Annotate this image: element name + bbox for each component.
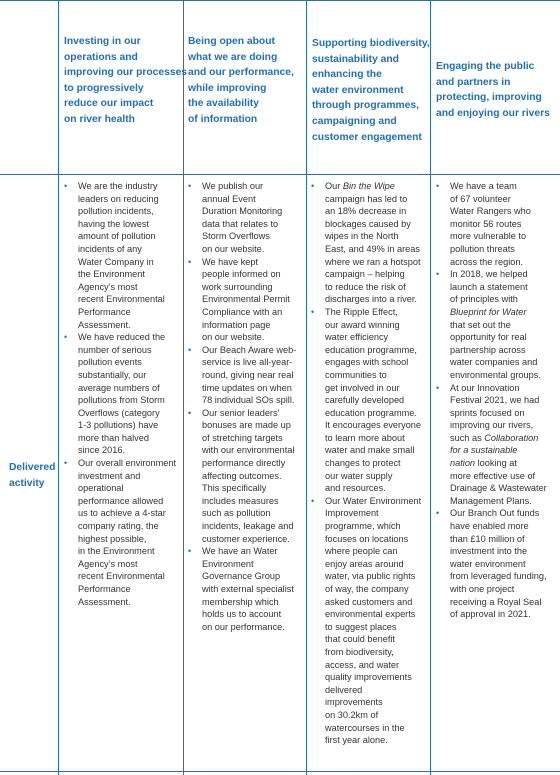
column-header-2: Being open about what we are doing and our performance, while improving the availability of information [188,36,294,125]
list-item: • Our Water Environment Improvement programme, which focuses on locations where people can enjoy areas around water, via public rights of way, the company asked customers and environmental experts to suggest places that could benefit from biodiversity, access, and water quality improvements delivered improvements on 30.2km of watercourses in the first year alone. [311,495,422,746]
bullet-icon: • [188,344,192,355]
bullet-icon: • [436,181,440,191]
bullet-icon: • [311,306,315,317]
bullet-icon: • [188,181,192,191]
list-item: • In 2018, we helped launch a statement of principles with Blueprint for Water that set out the opportunity for real partnership across water companies and environmental groups. [436,269,541,380]
column-divider-3 [306,0,307,775]
column-1-bullets [61,180,176,608]
column-4-bullets [433,180,547,621]
bullet-icon: • [311,495,315,506]
header-divider [0,174,560,175]
column-header-3: Supporting biodiversity, sustainability and enhancing the water environment through programmes, campaigning and customer engagement [312,38,430,143]
column-header-1: Investing in our operations and improving our processes to progressively reduce our impact on river health [64,36,188,125]
list-item: • We have an Water Environment Governance Group with external specialist membership which holds us to account on our performance. [188,546,294,632]
row-label-delivered-activity: Delivered activity [9,462,56,489]
list-item: • At our Innovation Festival 2021, we had sprints focused on improving our rivers, such as Collaboration for a sustainable nation looking at more effective use of Drainage & Wastewater Management Plans. [436,382,547,506]
list-item: • The Ripple Effect, our award winning water efficiency education programme, engages with school communities to get involved in our carefully developed education programme. It encourages everyone to learn more about water and make small changes to protect our water supply and resources. [311,306,422,494]
bullet-icon: • [64,458,68,469]
column-divider-1 [58,0,59,775]
bullet-icon: • [188,256,192,267]
list-item: • We have a team of 67 volunteer Water Rangers who monitor 56 routes more vulnerable to pollution threats across the region. [436,181,531,267]
column-divider-4 [430,0,431,775]
column-3-bullets [308,180,421,747]
list-item: • We are the industry leaders on reducing pollution incidents, having the lowest amount of pollution incidents of any Water Company in the Environment Agency’s most recent Environmental Performance Assessment. [64,181,165,330]
list-item: • We publish our annual Event Duration Monitoring data that relates to Storm Overflows on our website. [188,181,283,254]
bullet-icon: • [436,382,440,393]
bullet-icon: • [64,181,68,191]
bullet-icon: • [311,181,315,191]
column-2-bullets [185,180,296,633]
bullet-icon: • [188,546,192,557]
bullet-icon: • [436,508,440,519]
list-item: • We have reduced the number of serious pollution events substantially, our average numbers of pollutions from Storm Overflows (category 1-3 pollutions) have more than halved since 2016. [64,332,166,456]
bullet-icon: • [436,269,440,280]
table-top-border [0,0,560,1]
table-bottom-border [0,771,560,772]
list-item: • We have kept people informed on work surrounding Environmental Permit Compliance with an information page on our website. [188,256,290,343]
list-item: • Our senior leaders’ bonuses are made up of stretching targets with our environmental performance directly affecting outcomes. This specifically includes measures such as pollution incidents, leakage and customer experience. [188,407,295,544]
bullet-icon: • [64,332,68,343]
bullet-icon: • [188,407,192,418]
list-item: • Our Beach Aware web- service is live all-year- round, giving near real time updates on when 78 individual SOs spill. [188,344,297,406]
list-item: • Our Branch Out funds have enabled more than £10 million of investment into the water environment from leveraged funding, with one project receiving a Royal Seal of approval in 2021. [436,508,547,620]
list-item: • Our Bin the Wipe campaign has led to an 18% decrease in blockages caused by wipes in the North East, and 49% in areas where we ran a hotspot campaign – helping to reduce the risk of discharges into a river. [311,181,421,305]
list-item: • Our overall environment investment and operational performance allowed us to achieve a 4-star company rating, the highest possible, in the Environment Agency’s most recent Environmental Performance Assessment. [64,458,177,607]
column-header-4: Engaging the public and partners in protecting, improving and enjoying our rivers [436,61,550,119]
